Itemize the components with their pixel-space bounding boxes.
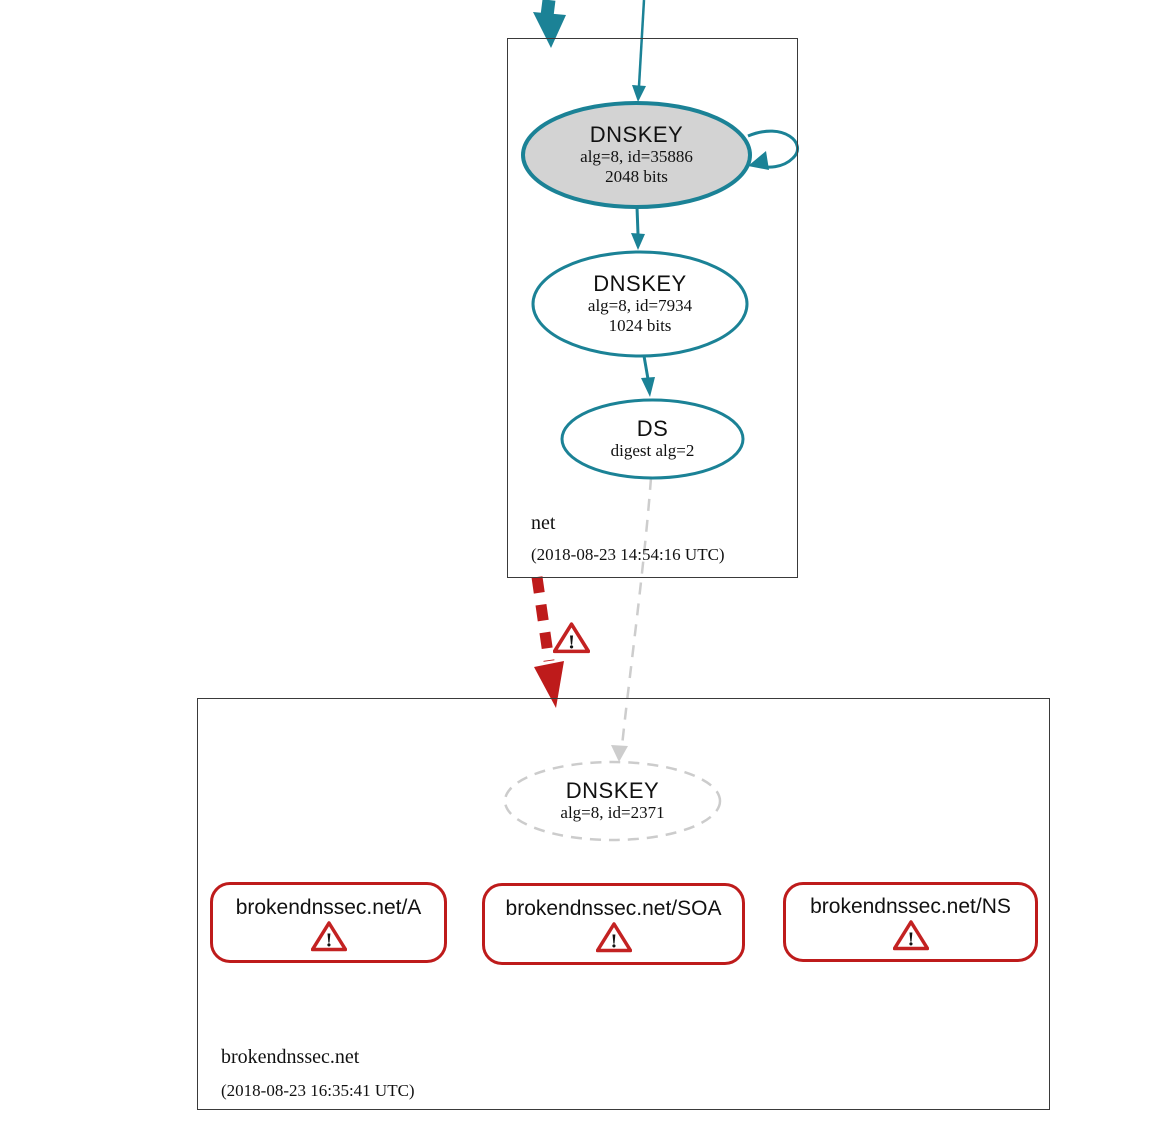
zone-box-net bbox=[507, 38, 798, 578]
node-title: DS bbox=[636, 416, 669, 441]
zone-timestamp-net: (2018-08-23 14:54:16 UTC) bbox=[531, 545, 725, 564]
node-title: DNSKEY bbox=[565, 778, 660, 803]
node-title: DNSKEY bbox=[593, 271, 687, 296]
warning-icon bbox=[311, 920, 347, 952]
warning-glyph: ! bbox=[568, 631, 575, 654]
node-digest-alg: digest alg=2 bbox=[610, 441, 695, 460]
node-rrset-ns[interactable] bbox=[783, 882, 1038, 962]
node-rrset-a[interactable] bbox=[210, 882, 447, 963]
rrset-label: brokendnssec.net/A bbox=[235, 895, 422, 919]
rrset-label: brokendnssec.net/NS bbox=[810, 895, 1011, 918]
warning-glyph: ! bbox=[907, 928, 914, 951]
zone-timestamp-brokendnssec: (2018-08-23 16:35:41 UTC) bbox=[221, 1081, 415, 1100]
node-bits: 2048 bits bbox=[605, 167, 668, 186]
zone-name-brokendnssec: brokendnssec.net bbox=[221, 1046, 360, 1068]
node-bits: 1024 bits bbox=[608, 316, 672, 335]
rrset-label: brokendnssec.net/SOA bbox=[505, 897, 722, 920]
zone-name-net: net bbox=[531, 512, 556, 534]
warning-glyph: ! bbox=[325, 929, 332, 951]
node-alg-id: alg=8, id=2371 bbox=[560, 803, 665, 822]
node-alg-id: alg=8, id=35886 bbox=[580, 147, 693, 166]
node-rrset-soa[interactable] bbox=[482, 883, 745, 965]
warning-glyph: ! bbox=[610, 930, 617, 953]
node-title: DNSKEY bbox=[589, 122, 684, 147]
delegation-warning bbox=[553, 621, 590, 654]
warning-icon bbox=[596, 921, 632, 953]
node-alg-id: alg=8, id=7934 bbox=[587, 296, 693, 315]
warning-icon bbox=[893, 919, 929, 951]
warning-icon bbox=[553, 621, 590, 654]
